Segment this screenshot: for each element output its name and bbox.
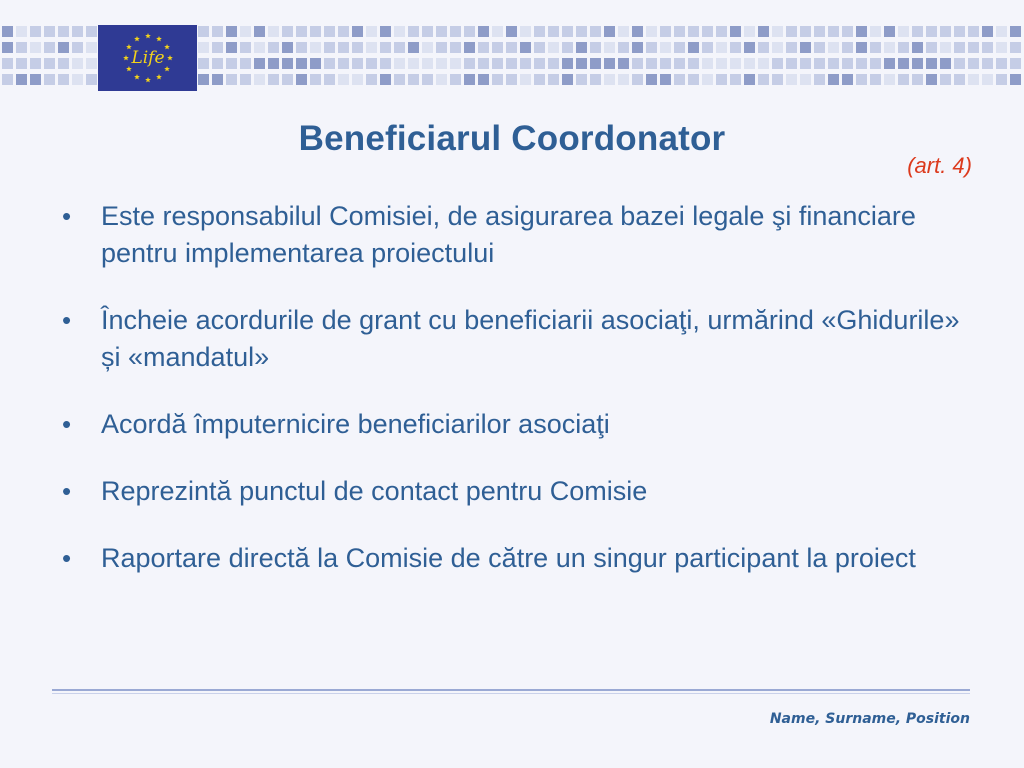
decorative-tile	[478, 26, 489, 37]
decorative-tile	[604, 74, 615, 85]
decorative-tile	[282, 74, 293, 85]
decorative-tile	[688, 58, 699, 69]
decorative-tile	[870, 26, 881, 37]
decorative-tile	[352, 74, 363, 85]
footer-divider	[52, 689, 970, 694]
decorative-tile	[884, 58, 895, 69]
decorative-tile	[394, 74, 405, 85]
decorative-tile	[58, 74, 69, 85]
decorative-tile	[786, 74, 797, 85]
decorative-tile	[996, 58, 1007, 69]
decorative-tile	[282, 58, 293, 69]
decorative-tile	[240, 74, 251, 85]
decorative-tile	[730, 74, 741, 85]
decorative-tile	[870, 58, 881, 69]
decorative-tile	[520, 42, 531, 53]
eu-life-logo-icon	[108, 28, 188, 88]
decorative-tile	[324, 58, 335, 69]
decorative-tile	[506, 26, 517, 37]
decorative-tile	[842, 74, 853, 85]
decorative-tile	[982, 42, 993, 53]
decorative-tile	[86, 42, 97, 53]
decorative-tile	[870, 74, 881, 85]
decorative-tile	[744, 58, 755, 69]
decorative-tile	[16, 74, 27, 85]
decorative-tile	[590, 42, 601, 53]
decorative-tile	[674, 42, 685, 53]
decorative-tile	[814, 42, 825, 53]
decorative-tile	[562, 74, 573, 85]
decorative-tile	[786, 42, 797, 53]
decorative-tile	[226, 74, 237, 85]
decorative-tile	[954, 42, 965, 53]
decorative-tile	[72, 42, 83, 53]
decorative-tile	[940, 74, 951, 85]
decorative-tile	[940, 26, 951, 37]
decorative-tile	[436, 42, 447, 53]
decorative-tile	[212, 42, 223, 53]
decorative-tile	[324, 42, 335, 53]
decorative-tile	[310, 58, 321, 69]
decorative-tile	[828, 74, 839, 85]
decorative-tile	[408, 26, 419, 37]
decorative-tile	[898, 42, 909, 53]
decorative-tile	[744, 26, 755, 37]
decorative-tile	[968, 42, 979, 53]
decorative-tile	[940, 42, 951, 53]
decorative-tile	[450, 42, 461, 53]
decorative-tile	[604, 26, 615, 37]
decorative-tile	[898, 26, 909, 37]
bullet-item: • Acordă împuternicire beneficiarilor asociaţi	[62, 406, 972, 443]
decorative-tile	[394, 58, 405, 69]
eu-star-icon	[134, 74, 140, 79]
decorative-tile	[352, 42, 363, 53]
decorative-tile	[716, 74, 727, 85]
decorative-tile	[800, 26, 811, 37]
decorative-tile	[912, 42, 923, 53]
decorative-tile	[562, 26, 573, 37]
decorative-tile	[72, 58, 83, 69]
decorative-tile	[478, 58, 489, 69]
decorative-tile	[884, 42, 895, 53]
eu-star-icon	[145, 33, 151, 38]
decorative-tile	[912, 26, 923, 37]
decorative-tile	[702, 58, 713, 69]
decorative-tile	[716, 26, 727, 37]
decorative-tile	[30, 42, 41, 53]
decorative-tile	[926, 74, 937, 85]
decorative-tile	[660, 58, 671, 69]
decorative-tile	[982, 26, 993, 37]
decorative-tile	[730, 26, 741, 37]
eu-star-icon	[164, 66, 170, 71]
decorative-tile	[926, 26, 937, 37]
decorative-tile	[394, 42, 405, 53]
decorative-tile	[86, 58, 97, 69]
decorative-tile	[254, 74, 265, 85]
decorative-tile	[562, 58, 573, 69]
decorative-tile	[212, 58, 223, 69]
decorative-tile	[996, 42, 1007, 53]
decorative-tile	[436, 74, 447, 85]
decorative-tile	[562, 42, 573, 53]
decorative-tile	[800, 58, 811, 69]
decorative-tile	[198, 74, 209, 85]
decorative-tile	[520, 74, 531, 85]
decorative-tile	[758, 42, 769, 53]
decorative-tile	[296, 58, 307, 69]
decorative-tile	[240, 58, 251, 69]
decorative-tile	[996, 74, 1007, 85]
decorative-tile	[44, 26, 55, 37]
decorative-tile	[380, 26, 391, 37]
bullet-list	[62, 198, 972, 607]
decorative-tile	[632, 58, 643, 69]
decorative-tile	[856, 74, 867, 85]
decorative-tile	[996, 26, 1007, 37]
decorative-tile	[366, 26, 377, 37]
decorative-tile	[1010, 26, 1021, 37]
decorative-tile	[366, 42, 377, 53]
decorative-tile	[576, 58, 587, 69]
decorative-tile	[688, 42, 699, 53]
decorative-tile	[674, 74, 685, 85]
decorative-tile	[226, 58, 237, 69]
decorative-tile	[58, 58, 69, 69]
decorative-tile	[730, 42, 741, 53]
decorative-tile	[646, 58, 657, 69]
decorative-tile	[268, 74, 279, 85]
decorative-tile	[632, 42, 643, 53]
decorative-tile	[212, 74, 223, 85]
decorative-tile	[72, 26, 83, 37]
decorative-tile	[814, 26, 825, 37]
decorative-tile	[968, 26, 979, 37]
decorative-tile	[506, 42, 517, 53]
eu-star-icon	[164, 44, 170, 49]
decorative-tile	[394, 26, 405, 37]
decorative-tile	[72, 74, 83, 85]
decorative-tile	[758, 58, 769, 69]
decorative-tile	[310, 74, 321, 85]
eu-star-icon	[145, 77, 151, 82]
decorative-tile	[688, 74, 699, 85]
decorative-tile	[576, 26, 587, 37]
eu-star-icon	[156, 36, 162, 41]
decorative-tile	[618, 42, 629, 53]
decorative-tile	[926, 58, 937, 69]
decorative-tile	[254, 42, 265, 53]
decorative-tile	[772, 26, 783, 37]
decorative-tile	[366, 58, 377, 69]
decorative-tile	[310, 26, 321, 37]
decorative-tile	[240, 42, 251, 53]
decorative-tile	[464, 74, 475, 85]
decorative-tile	[282, 26, 293, 37]
decorative-tile	[44, 58, 55, 69]
decorative-tile	[520, 26, 531, 37]
decorative-tile	[660, 74, 671, 85]
decorative-tile	[548, 74, 559, 85]
decorative-tile	[702, 74, 713, 85]
decorative-tile	[702, 26, 713, 37]
decorative-tile	[590, 58, 601, 69]
decorative-tile	[898, 58, 909, 69]
decorative-tile	[758, 74, 769, 85]
decorative-tile	[30, 74, 41, 85]
decorative-tile	[16, 58, 27, 69]
decorative-tile	[450, 58, 461, 69]
decorative-tile	[520, 58, 531, 69]
decorative-tile	[786, 58, 797, 69]
decorative-tile	[226, 26, 237, 37]
decorative-tile	[296, 26, 307, 37]
decorative-tile	[604, 42, 615, 53]
decorative-tile	[450, 26, 461, 37]
decorative-tile	[814, 74, 825, 85]
decorative-tile	[422, 74, 433, 85]
bullet-item: • Este responsabilul Comisiei, de asigurarea bazei legale şi financiare pentru implementarea proiectului	[62, 198, 972, 272]
decorative-tile	[744, 74, 755, 85]
decorative-tile	[226, 42, 237, 53]
decorative-tile	[352, 26, 363, 37]
decorative-tile	[436, 26, 447, 37]
decorative-tile	[254, 58, 265, 69]
decorative-tile	[716, 42, 727, 53]
decorative-tile	[646, 26, 657, 37]
decorative-tile	[954, 58, 965, 69]
decorative-tile	[856, 58, 867, 69]
decorative-tile	[576, 42, 587, 53]
decorative-tile	[268, 26, 279, 37]
decorative-tile	[828, 42, 839, 53]
decorative-tile	[464, 58, 475, 69]
decorative-tile	[198, 26, 209, 37]
decorative-tile	[856, 26, 867, 37]
decorative-tile	[1010, 74, 1021, 85]
eu-life-logo	[98, 25, 197, 91]
decorative-tile	[744, 42, 755, 53]
decorative-tile	[800, 74, 811, 85]
decorative-tile	[884, 26, 895, 37]
decorative-tile	[968, 74, 979, 85]
decorative-tile	[44, 74, 55, 85]
logo-text: Life	[130, 48, 165, 68]
decorative-tile	[1010, 42, 1021, 53]
decorative-tile	[534, 58, 545, 69]
decorative-tile	[618, 26, 629, 37]
decorative-tile	[800, 42, 811, 53]
decorative-tile	[912, 74, 923, 85]
decorative-tile	[632, 74, 643, 85]
decorative-tile	[534, 74, 545, 85]
decorative-tile	[436, 58, 447, 69]
bullet-item: • Încheie acordurile de grant cu beneficiarii asociaţi, urmărind «Ghidurile» și «mandatul»	[62, 302, 972, 376]
eu-star-icon	[167, 55, 173, 60]
decorative-tile	[618, 58, 629, 69]
decorative-tile	[338, 74, 349, 85]
decorative-tile	[884, 74, 895, 85]
decorative-tile	[30, 26, 41, 37]
decorative-tile	[198, 42, 209, 53]
decorative-tile	[310, 42, 321, 53]
decorative-tile	[940, 58, 951, 69]
decorative-tile	[954, 74, 965, 85]
decorative-tile	[912, 58, 923, 69]
decorative-tile	[16, 26, 27, 37]
decorative-tile	[548, 58, 559, 69]
decorative-tile	[338, 26, 349, 37]
decorative-tile	[212, 26, 223, 37]
decorative-tile	[506, 74, 517, 85]
decorative-tile	[338, 42, 349, 53]
decorative-tile	[16, 42, 27, 53]
decorative-tile	[506, 58, 517, 69]
decorative-tile	[772, 58, 783, 69]
decorative-tile	[380, 74, 391, 85]
decorative-tile	[674, 26, 685, 37]
decorative-tile	[968, 58, 979, 69]
decorative-tile	[86, 74, 97, 85]
decorative-tile	[716, 58, 727, 69]
decorative-tile	[758, 26, 769, 37]
decorative-tile	[2, 58, 13, 69]
decorative-tile	[422, 42, 433, 53]
eu-star-icon	[134, 36, 140, 41]
decorative-tile	[926, 42, 937, 53]
decorative-tile	[534, 26, 545, 37]
decorative-tile	[590, 26, 601, 37]
decorative-tile	[422, 58, 433, 69]
footer-presenter: Name, Surname, Position	[769, 711, 970, 727]
decorative-tile	[352, 58, 363, 69]
decorative-tile	[408, 58, 419, 69]
decorative-tile	[814, 58, 825, 69]
decorative-tile	[492, 26, 503, 37]
decorative-tile	[478, 42, 489, 53]
decorative-tile	[674, 58, 685, 69]
decorative-tile	[1010, 58, 1021, 69]
bullet-item: • Raportare directă la Comisie de către un singur participant la proiect	[62, 540, 972, 577]
decorative-tile	[632, 26, 643, 37]
decorative-tile	[954, 26, 965, 37]
decorative-tile	[464, 42, 475, 53]
decorative-tile	[576, 74, 587, 85]
decorative-tile	[786, 26, 797, 37]
decorative-tile	[296, 42, 307, 53]
decorative-tile	[730, 58, 741, 69]
decorative-tile	[772, 42, 783, 53]
decorative-tile	[492, 42, 503, 53]
decorative-tile	[268, 42, 279, 53]
decorative-tile	[366, 74, 377, 85]
decorative-tile	[534, 42, 545, 53]
decorative-tile	[828, 26, 839, 37]
decorative-tile	[408, 74, 419, 85]
decorative-tile	[2, 42, 13, 53]
bullet-item: • Reprezintă punctul de contact pentru Comisie	[62, 473, 972, 510]
decorative-tile	[380, 58, 391, 69]
decorative-tile	[282, 42, 293, 53]
decorative-tile	[982, 58, 993, 69]
decorative-tile	[842, 42, 853, 53]
decorative-tile	[828, 58, 839, 69]
article-reference: (art. 4)	[907, 153, 972, 178]
decorative-tile	[842, 58, 853, 69]
decorative-tile	[618, 74, 629, 85]
decorative-tile	[898, 74, 909, 85]
decorative-tile	[324, 74, 335, 85]
decorative-tile	[548, 26, 559, 37]
decorative-tile	[464, 26, 475, 37]
slide-title: Beneficiarul Coordonator	[298, 119, 726, 158]
decorative-tile	[254, 26, 265, 37]
decorative-tile	[2, 74, 13, 85]
decorative-tile	[688, 26, 699, 37]
decorative-tile	[492, 58, 503, 69]
decorative-tile	[660, 26, 671, 37]
decorative-tile	[772, 74, 783, 85]
eu-star-icon	[123, 55, 129, 60]
decorative-tile	[660, 42, 671, 53]
decorative-tile	[408, 42, 419, 53]
eu-star-icon	[156, 74, 162, 79]
decorative-tile	[548, 42, 559, 53]
decorative-tile	[296, 74, 307, 85]
decorative-tile	[450, 74, 461, 85]
decorative-tile	[856, 42, 867, 53]
decorative-tile	[478, 74, 489, 85]
decorative-tile	[870, 42, 881, 53]
decorative-tile	[380, 42, 391, 53]
decorative-tile	[842, 26, 853, 37]
decorative-tile	[86, 26, 97, 37]
decorative-tile	[646, 74, 657, 85]
decorative-tile	[604, 58, 615, 69]
decorative-tile	[590, 74, 601, 85]
decorative-tile	[2, 26, 13, 37]
decorative-tile	[198, 58, 209, 69]
decorative-tile	[422, 26, 433, 37]
decorative-tile	[240, 26, 251, 37]
decorative-tile	[268, 58, 279, 69]
decorative-tile	[30, 58, 41, 69]
decorative-tile	[982, 74, 993, 85]
decorative-tile	[58, 42, 69, 53]
decorative-tile	[58, 26, 69, 37]
decorative-tile	[646, 42, 657, 53]
decorative-tile	[702, 42, 713, 53]
decorative-tile	[492, 74, 503, 85]
decorative-tile	[338, 58, 349, 69]
decorative-tile	[324, 26, 335, 37]
decorative-tile	[44, 42, 55, 53]
